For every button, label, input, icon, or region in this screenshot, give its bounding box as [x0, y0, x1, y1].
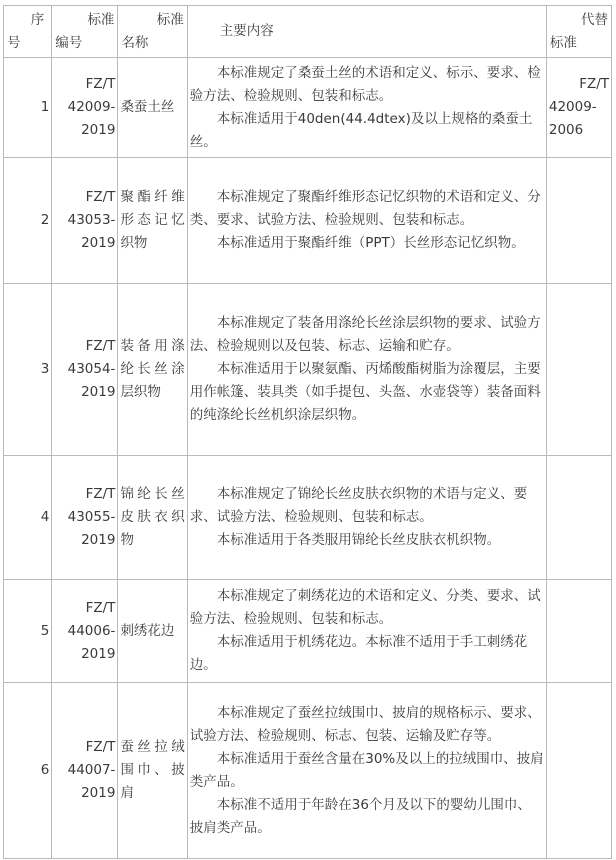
standard-code-part: 42009- [67, 99, 116, 115]
row-number: 1 [4, 58, 52, 158]
content-paragraph: 本标准规定了锦纶长丝皮肤衣织物的术语与定义、要求、试验方法、检验规则、包装和标志。 [189, 486, 528, 525]
standard-code-part: FZ/T [85, 338, 116, 354]
main-content [187, 58, 546, 158]
content-paragraph: 本标准适用于机绣花边。本标准不适用于手工刺绣花边。 [189, 634, 528, 673]
content-paragraph: 本标准规定了装备用涤纶长丝涂层织物的要求、试验方法、检验规则以及包装、标志、运输和贮存。 [189, 315, 541, 354]
replaced-standard [546, 683, 611, 859]
replaced-standard [546, 284, 611, 456]
standard-code-part: 44006- [67, 622, 116, 639]
standard-name [118, 456, 187, 580]
header-no: 序 号 [4, 6, 52, 58]
standard-code-part: 44007- [67, 762, 116, 778]
content-paragraph: 本标准适用于蚕丝含量在30%及以上的拉绒围巾、披肩类产品。 [189, 750, 544, 790]
standard-code-part: 2019 [81, 532, 116, 548]
replaced-standard-part: 42009- [548, 99, 597, 115]
content-paragraph: 本标准适用于各类服用锦纶长丝皮肤衣机织物。 [216, 532, 501, 548]
content-paragraph: 本标准适用于40den(44.4dtex)及以上规格的桑蚕土丝。 [189, 110, 533, 150]
content-paragraph: 本标准规定了聚酯纤维形态记忆织物的术语和定义、分类、要求、试验方法、检验规则、包装和标志。 [189, 189, 541, 228]
main-content [187, 580, 546, 683]
content-paragraph: 本标准规定了蚕丝拉绒围巾、披肩的规格标示、要求、试验方法、检验规则、标志、包装、运输及贮存等。 [189, 704, 541, 744]
header-name: 标准 名称 [118, 6, 187, 58]
standard-name [118, 158, 187, 284]
row-number: 4 [4, 456, 52, 580]
standard-code [52, 683, 118, 859]
table-row [4, 284, 612, 456]
replaced-standard-part: 2006 [548, 122, 584, 138]
standard-code [52, 58, 118, 158]
standard-name-text: 刺绣花边 [120, 622, 175, 639]
replaced-standard-part: FZ/T [579, 76, 609, 92]
content-paragraph: 本标准不适用于年龄在36个月及以下的婴幼儿围巾、披肩类产品。 [189, 796, 531, 836]
standard-code-part: 2019 [81, 785, 116, 801]
standard-code [52, 158, 118, 284]
standard-code [52, 284, 118, 456]
standard-code-part: 2019 [81, 384, 116, 400]
standard-name [118, 284, 187, 456]
standard-name-text: 装备用涤纶长丝涂层织物 [120, 338, 185, 400]
standard-code-part: 43055- [67, 509, 116, 525]
standard-code-part: FZ/T [85, 739, 116, 755]
table-row [4, 158, 612, 284]
standard-name [118, 683, 187, 859]
row-number: 2 [4, 158, 52, 284]
standard-code [52, 580, 118, 683]
standard-code-part: 43053- [67, 212, 116, 228]
standard-code-part: 43054- [67, 361, 116, 377]
standard-name [118, 580, 187, 683]
standard-code-part: 2019 [81, 122, 116, 138]
content-paragraph: 本标准适用于聚酯纤维（PPT）长丝形态记忆织物。 [216, 235, 525, 251]
row-number: 3 [4, 284, 52, 456]
standard-name-text: 聚酯纤维形态记忆织物 [120, 189, 185, 251]
standard-code-part: 2019 [81, 235, 116, 251]
table-row [4, 580, 612, 683]
table-row [4, 683, 612, 859]
replaced-standard [546, 158, 611, 284]
header-code: 标准 编号 [52, 6, 118, 58]
standards-table [3, 5, 612, 859]
row-number: 5 [4, 580, 52, 683]
main-content [187, 284, 546, 456]
standard-code [52, 456, 118, 580]
row-number: 6 [4, 683, 52, 859]
main-content [187, 158, 546, 284]
main-content [187, 683, 546, 859]
replaced-standard [546, 580, 611, 683]
table-row [4, 58, 612, 158]
table-row [4, 456, 612, 580]
standard-code-part: FZ/T [85, 76, 116, 92]
standard-code-part: FZ/T [85, 486, 116, 502]
standard-code-part: FZ/T [85, 599, 116, 616]
header-main: 主要内容 [187, 6, 546, 58]
content-paragraph: 本标准适用于以聚氨酯、丙烯酸酯树脂为涂覆层，主要用作帐篷、装具类（如手提包、头盔、水壶袋等）装备面料的纯涤纶长丝机织涂层织物。 [189, 361, 541, 423]
replaced-standard [546, 456, 611, 580]
header-replace: 代替 标准 [546, 6, 611, 58]
replaced-standard [546, 58, 611, 158]
standard-code-part: 2019 [81, 645, 116, 662]
standard-name-text: 蚕丝拉绒围巾、披肩 [120, 739, 185, 801]
standard-name [118, 58, 187, 158]
standard-name-text: 锦纶长丝皮肤衣织物 [120, 486, 185, 548]
standard-name-text: 桑蚕土丝 [120, 99, 175, 115]
content-paragraph: 本标准规定了桑蚕土丝的术语和定义、标示、要求、检验方法、检验规则、包装和标志。 [189, 64, 541, 104]
main-content [187, 456, 546, 580]
content-paragraph: 本标准规定了刺绣花边的术语和定义、分类、要求、试验方法、检验规则、包装和标志。 [189, 588, 541, 627]
standard-code-part: FZ/T [85, 189, 116, 205]
table-header-row [4, 6, 612, 58]
